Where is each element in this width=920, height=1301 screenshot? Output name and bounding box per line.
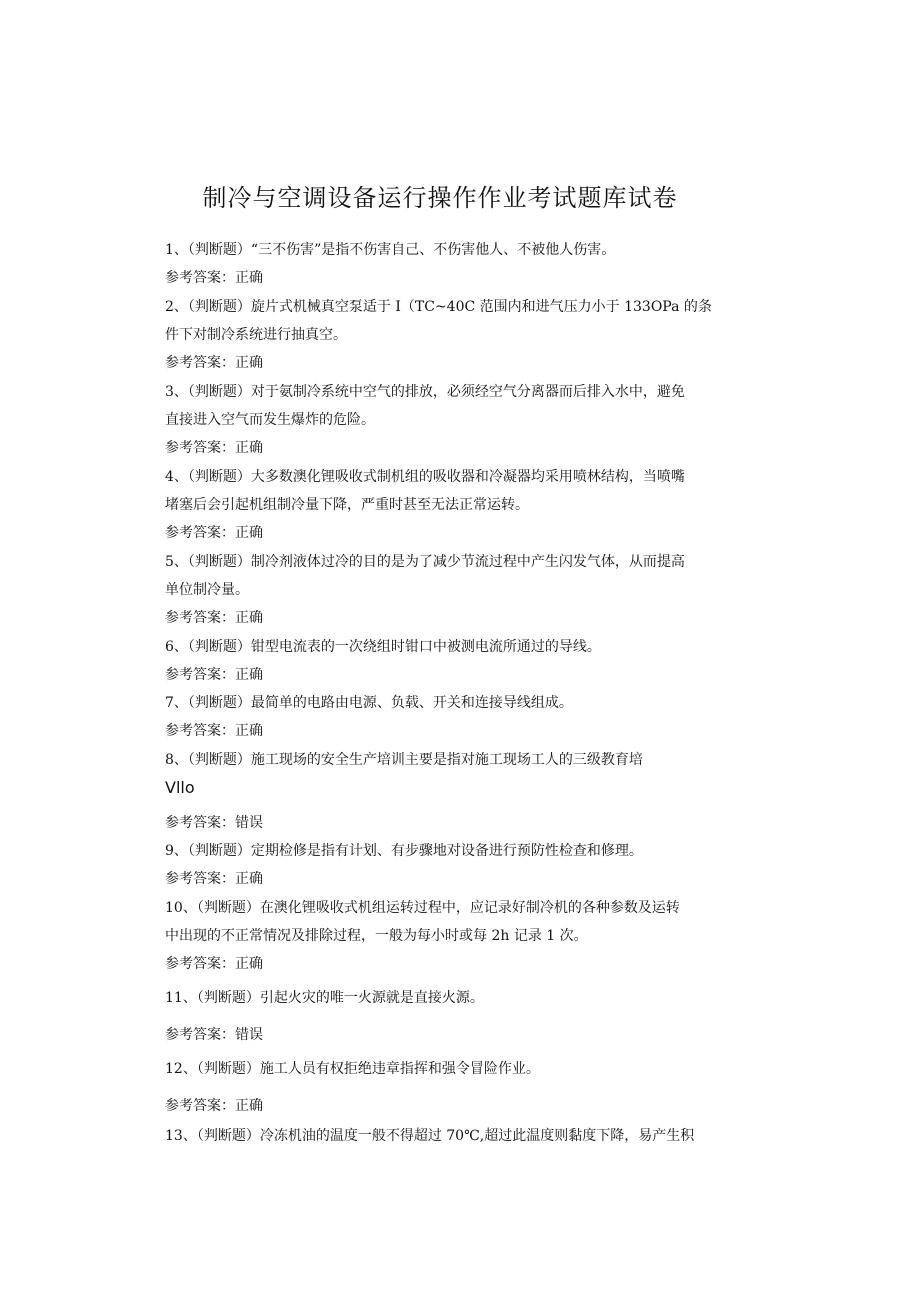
question-2-line-2: 件下对制冷系统进行抽真空。 [165,327,347,343]
question-7: 7、（判断题）最简单的电路由电源、负载、开关和连接导线组成。 [165,695,573,711]
question-9: 9、（判断题）定期检修是指有计划、有步骤地对设备进行预防性检查和修理。 [165,843,643,859]
question-1: 1、（判断题）“三不伤害”是指不伤害自己、不伤害他人、不被他人伤害。 [165,242,616,258]
answer-8: 参考答案：错误 [165,815,263,831]
question-8-line-2: Vllo [165,778,195,797]
answer-2: 参考答案：正确 [165,355,263,371]
question-4-line-1: 4、（判断题）大多数澳化锂吸收式制机组的吸收器和冷凝器均采用喷林结构，当喷嘴 [165,469,685,485]
question-11: 11、（判断题）引起火灾的唯一火源就是直接火源。 [165,990,484,1006]
answer-6: 参考答案：正确 [165,667,263,683]
question-5-line-2: 单位制冷量。 [165,582,249,598]
question-3-line-1: 3、（判断题）对于氨制冷系统中空气的排放，必须经空气分离器而后排入水中，避免 [165,384,685,400]
answer-1: 参考答案：正确 [165,270,263,286]
answer-10: 参考答案：正确 [165,956,263,972]
answer-3: 参考答案：正确 [165,440,263,456]
question-8-line-1: 8、（判断题）施工现场的安全生产培训主要是指对施工现场工人的三级教育培 [165,752,643,768]
question-5-line-1: 5、（判断题）制冷剂液体过冷的目的是为了减少节流过程中产生闪发气体，从而提高 [165,554,685,570]
answer-11: 参考答案：错误 [165,1027,263,1043]
question-10-line-1: 10、（判断题）在澳化锂吸收式机组运转过程中，应记录好制冷机的各种参数及运转 [165,900,680,916]
document-title: 制冷与空调设备运行操作作业考试题库试卷 [202,184,678,212]
question-6: 6、（判断题）钳型电流表的一次绕组时钳口中被测电流所通过的导线。 [165,639,601,655]
answer-9: 参考答案：正确 [165,871,263,887]
question-12: 12、（判断题）施工人员有权拒绝违章指挥和强令冒险作业。 [165,1061,540,1077]
answer-4: 参考答案：正确 [165,525,263,541]
question-13-line-1: 13、（判断题）冷冻机油的温度一般不得超过 70℃,超过此温度则黏度下降，易产生积 [165,1128,695,1144]
question-3-line-2: 直接进入空气而发生爆炸的危险。 [165,412,375,428]
answer-5: 参考答案：正确 [165,610,263,626]
question-10-line-2: 中出现的不正常情况及排除过程，一般为每小时或每 2h 记录 1 次。 [165,928,588,944]
question-4-line-2: 堵塞后会引起机组制冷量下降，严重时甚至无法正常运转。 [165,497,529,513]
answer-12: 参考答案：正确 [165,1098,263,1114]
question-2-line-1: 2、（判断题）旋片式机械真空泵适于 I（TC~40C 范围内和进气压力小于 133OPa 的条 [165,299,712,315]
answer-7: 参考答案：正确 [165,723,263,739]
